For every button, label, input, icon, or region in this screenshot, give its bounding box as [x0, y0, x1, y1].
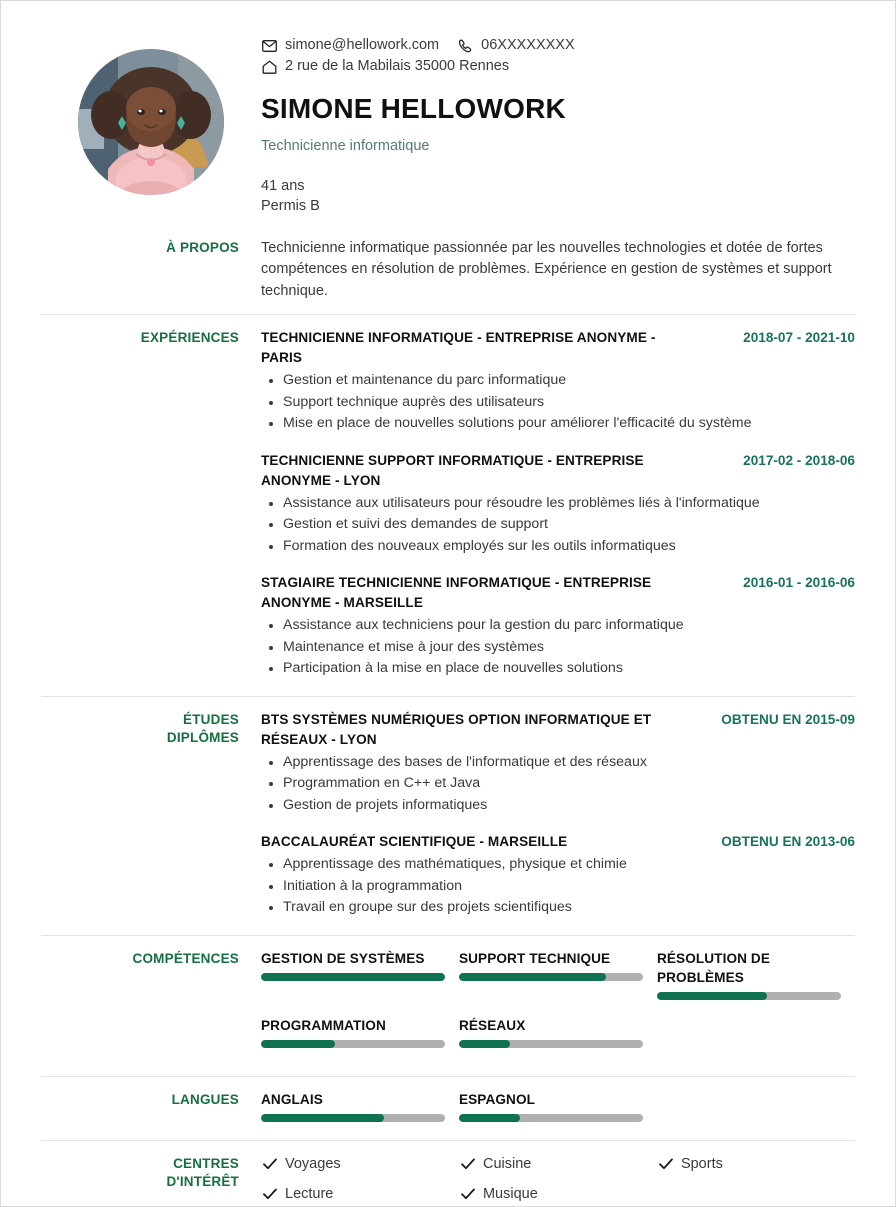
contact-email-text: simone@hellowork.com [285, 37, 440, 53]
list-item: Programmation en C++ et Java [283, 773, 855, 795]
skill-item-empty [657, 1016, 855, 1048]
skill-item [261, 1016, 459, 1048]
contact-address [261, 56, 509, 77]
skill-level-fill [657, 992, 767, 1000]
education-title: BACCALAURÉAT SCIENTIFIQUE - MARSEILLE [261, 834, 568, 850]
experience-bullets [261, 615, 855, 680]
list-item: Apprentissage des mathématiques, physique et chimie [283, 854, 855, 876]
language-name: ESPAGNOL [458, 1091, 536, 1107]
section-label-education [41, 710, 261, 747]
skill-level-fill [261, 973, 445, 981]
language-level-fill [459, 1114, 520, 1122]
interest-item [459, 1154, 657, 1174]
list-item: Apprentissage des bases de l'informatique et des réseaux [283, 752, 855, 774]
home-icon [261, 59, 278, 74]
skill-name: SUPPORT TECHNIQUE [458, 950, 611, 966]
skill-level-fill [459, 973, 606, 981]
education-date: OBTENU EN 2015-09 [721, 711, 855, 727]
contact-line-1 [261, 35, 855, 56]
check-icon [261, 1186, 279, 1202]
skill-level-bar [459, 1040, 643, 1048]
section-label-experiences: EXPÉRIENCES [140, 330, 239, 346]
list-item: Mise en place de nouvelles solutions pour améliorer l'efficacité du système [283, 413, 855, 435]
skill-level-fill [459, 1040, 511, 1048]
experience-title: TECHNICIENNE SUPPORT INFORMATIQUE - ENTREPRISE ANONYME - LYON [261, 452, 644, 488]
skill-level-fill [261, 1040, 335, 1048]
education-entry [261, 710, 855, 817]
avatar-illustration [78, 49, 224, 195]
skill-item [261, 949, 459, 1000]
interest-item [657, 1154, 855, 1174]
job-title: Technicienne informatique [261, 138, 430, 155]
experience-title: TECHNICIENNE INFORMATIQUE - ENTREPRISE ANONYME - PARIS [261, 330, 656, 366]
experience-bullets [261, 493, 855, 558]
section-about [41, 238, 855, 303]
list-item: Travail en groupe sur des projets scientifiques [283, 897, 855, 919]
list-item: Gestion de projets informatiques [283, 795, 855, 817]
avatar [78, 49, 224, 195]
language-item [459, 1090, 657, 1122]
interest-label: Sports [680, 1155, 723, 1172]
interest-label: Cuisine [482, 1155, 532, 1172]
skill-name: RÉSEAUX [458, 1017, 526, 1033]
section-label-interests-line2: D'INTÉRÊT [166, 1173, 239, 1189]
experience-entry [261, 451, 855, 558]
list-item: Initiation à la programmation [283, 876, 855, 898]
contact-phone[interactable] [457, 35, 575, 56]
interest-label: Lecture [285, 1185, 334, 1202]
section-label-languages: LANGUES [171, 1091, 239, 1107]
licence-text: Permis B [261, 197, 320, 214]
section-interests [41, 1140, 855, 1207]
language-level-fill [261, 1114, 384, 1122]
personal-details [261, 176, 855, 216]
skill-item [459, 1016, 657, 1048]
language-level-bar [261, 1114, 445, 1122]
resume-header [41, 27, 855, 216]
age-text: 41 ans [261, 177, 305, 194]
skill-level-bar [657, 992, 841, 1000]
language-name: ANGLAIS [261, 1091, 323, 1107]
contact-address-text: 2 rue de la Mabilais 35000 Rennes [285, 58, 510, 74]
skill-item [459, 949, 657, 1000]
contact-phone-text: 06XXXXXXXX [481, 37, 575, 53]
contact-line-2 [261, 56, 855, 77]
experience-date: 2018-07 - 2021-10 [743, 330, 855, 346]
section-experiences [41, 314, 855, 684]
section-label-skills: COMPÉTENCES [132, 950, 239, 966]
languages-grid [261, 1090, 855, 1128]
skill-level-bar [459, 973, 643, 981]
list-item: Maintenance et mise à jour des systèmes [283, 637, 855, 659]
interest-label: Musique [482, 1185, 538, 1202]
section-languages [41, 1076, 855, 1128]
list-item: Gestion et maintenance du parc informatique [283, 370, 855, 392]
experience-bullets [261, 370, 855, 435]
list-item: Assistance aux utilisateurs pour résoudre les problèmes liés à l'informatique [283, 493, 855, 515]
interest-item [261, 1184, 459, 1204]
contact-email[interactable] [261, 35, 439, 56]
envelope-icon [261, 38, 278, 53]
experience-entry [261, 328, 855, 435]
language-item-empty [657, 1090, 855, 1122]
check-icon [459, 1186, 477, 1202]
check-icon [657, 1156, 675, 1172]
page-title: SIMONE HELLOWORK [261, 93, 566, 124]
skill-level-bar [261, 1040, 445, 1048]
list-item: Gestion et suivi des demandes de support [283, 514, 855, 536]
education-date: OBTENU EN 2013-06 [721, 834, 855, 850]
interest-item-empty [657, 1184, 855, 1204]
education-bullets [261, 752, 855, 817]
education-entry [261, 832, 855, 919]
section-label-interests-line1: CENTRES [173, 1155, 239, 1171]
check-icon [459, 1156, 477, 1172]
skill-name: GESTION DE SYSTÈMES [261, 950, 425, 966]
photo-column [41, 27, 261, 195]
list-item: Participation à la mise en place de nouvelles solutions [283, 658, 855, 680]
education-bullets [261, 854, 855, 919]
about-text: Technicienne informatique passionnée par les nouvelles technologies et dotée de fortes compétences en résolution de problèmes. Expérience en gestion de systèmes et support technique. [261, 239, 832, 299]
experience-date: 2016-01 - 2016-06 [743, 575, 855, 591]
interest-item [459, 1184, 657, 1204]
skill-name: PROGRAMMATION [261, 1017, 386, 1033]
skills-grid [261, 949, 855, 1064]
experience-entry [261, 573, 855, 680]
skill-level-bar [261, 973, 445, 981]
education-title: BTS SYSTÈMES NUMÉRIQUES OPTION INFORMATIQUE ET RÉSEAUX - LYON [261, 711, 652, 747]
interests-grid [261, 1154, 855, 1207]
phone-icon [457, 38, 474, 53]
check-icon [261, 1156, 279, 1172]
language-level-bar [459, 1114, 643, 1122]
list-item: Assistance aux techniciens pour la gestion du parc informatique [283, 615, 855, 637]
language-item [261, 1090, 459, 1122]
section-label-education-line2: DIPLÔMES [166, 729, 239, 745]
interest-item [261, 1154, 459, 1174]
section-skills [41, 935, 855, 1064]
list-item: Formation des nouveaux employés sur les outils informatiques [283, 536, 855, 558]
section-label-education-line1: ÉTUDES [183, 711, 239, 727]
header-main [261, 27, 855, 216]
interest-label: Voyages [285, 1155, 341, 1172]
list-item: Support technique auprès des utilisateurs [283, 392, 855, 414]
section-label-about: À PROPOS [166, 239, 239, 255]
experience-date: 2017-02 - 2018-06 [743, 452, 855, 468]
experience-title: STAGIAIRE TECHNICIENNE INFORMATIQUE - ENTREPRISE ANONYME - MARSEILLE [261, 575, 652, 611]
skill-item [657, 949, 855, 1000]
section-label-interests [41, 1154, 261, 1191]
section-education [41, 696, 855, 923]
skill-name: RÉSOLUTION DE PROBLÈMES [656, 950, 771, 985]
